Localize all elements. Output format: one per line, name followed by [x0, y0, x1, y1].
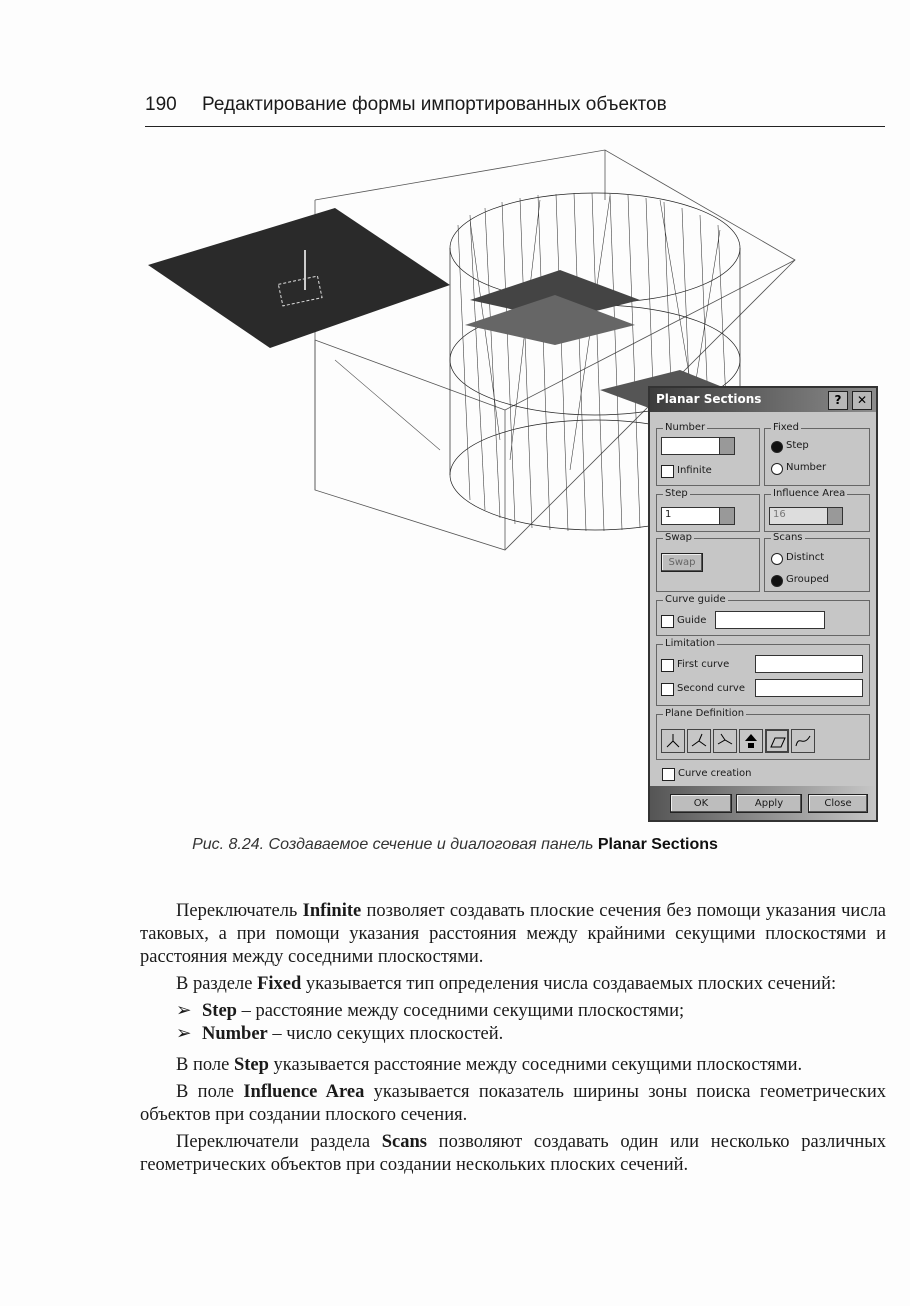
- infinite-checkbox[interactable]: [661, 465, 674, 478]
- scans-grouped-radio[interactable]: [771, 575, 783, 587]
- paragraph: В поле Step указывается расстояние между соседними секущими плоскостями.: [176, 1055, 803, 1075]
- limitation-label: Limitation: [665, 638, 716, 649]
- close-button[interactable]: Close: [808, 794, 868, 813]
- guide-label: Guide: [677, 615, 707, 626]
- plane-definition-group: [656, 708, 870, 760]
- second-curve-checkbox[interactable]: [661, 683, 674, 696]
- step-group: [656, 488, 760, 532]
- spinner-arrows[interactable]: [827, 508, 842, 524]
- list-item: ➢ Step – расстояние между соседними секущими плоскостями;: [176, 1001, 685, 1021]
- running-header: [145, 92, 885, 127]
- curve-creation-label: Curve creation: [678, 768, 752, 779]
- plane-icon: [769, 733, 787, 751]
- influence-area-group: [764, 488, 870, 532]
- ok-button[interactable]: OK: [670, 794, 732, 813]
- scans-group-label: Scans: [773, 532, 803, 543]
- paragraph: Переключатель Infinite позволяет создавать плоские сечения без помощи указания числа таковых, а при помощи указания расстояния между крайними секущими плоскостями и расстояния между соседними плоскостями.: [140, 901, 886, 967]
- caption-text: Рис. 8.24. Создаваемое сечение и диалоговая панель: [192, 836, 598, 853]
- bullet-list: [140, 1000, 886, 1046]
- first-curve-field[interactable]: [755, 655, 863, 673]
- arrow-bullet-icon: ➢: [176, 1001, 192, 1021]
- plane-xy-button[interactable]: [713, 729, 737, 753]
- close-window-button[interactable]: [852, 391, 872, 410]
- curve-guide-label: Curve guide: [665, 594, 726, 605]
- plane-xz-button[interactable]: [687, 729, 711, 753]
- second-curve-field[interactable]: [755, 679, 863, 697]
- page-number: 190: [145, 94, 177, 115]
- paragraph: В разделе Fixed указывается тип определения числа создаваемых плоских сечений:: [176, 974, 837, 994]
- figure-caption: [0, 836, 910, 854]
- paragraph: Переключатели раздела Scans позволяют создавать один или несколько различных геометрических объектов при создании нескольких плоских сечений.: [140, 1132, 886, 1175]
- plane-button[interactable]: [765, 729, 789, 753]
- fixed-number-label: Number: [786, 462, 827, 473]
- plane-definition-label: Plane Definition: [665, 708, 745, 719]
- fixed-number-radio[interactable]: [771, 463, 783, 475]
- step-group-label: Step: [665, 488, 688, 499]
- spinner-arrows[interactable]: [719, 438, 734, 454]
- swap-button[interactable]: Swap: [661, 553, 703, 572]
- curve-guide-group: [656, 594, 870, 636]
- paragraph: В поле Influence Area указывается показатель ширины зоны поиска геометрических объектов при создании плоского сечения.: [140, 1082, 886, 1125]
- curve-plane-button[interactable]: [791, 729, 815, 753]
- section-plane: [148, 208, 450, 348]
- step-spinner[interactable]: 1: [661, 507, 735, 525]
- plane-yz-button[interactable]: [661, 729, 685, 753]
- plane-xy-icon: [716, 732, 734, 750]
- number-group-label: Number: [665, 422, 706, 433]
- arrow-bullet-icon: ➢: [176, 1024, 192, 1044]
- planar-sections-dialog: [648, 386, 878, 822]
- list-item: ➢ Number – число секущих плоскостей.: [176, 1024, 504, 1044]
- second-curve-label: Second curve: [677, 683, 745, 694]
- swap-group-label: Swap: [665, 532, 693, 543]
- number-spinner[interactable]: [661, 437, 735, 455]
- swap-group: [656, 532, 760, 592]
- dialog-titlebar[interactable]: [650, 388, 876, 412]
- fixed-step-radio[interactable]: [771, 441, 783, 453]
- dialog-button-bar: [650, 786, 876, 820]
- close-icon: ✕: [856, 393, 868, 407]
- scans-distinct-label: Distinct: [786, 552, 825, 563]
- plane-yz-icon: [664, 732, 682, 750]
- curve-creation-checkbox[interactable]: [662, 768, 675, 781]
- number-group: [656, 422, 760, 486]
- help-button[interactable]: [828, 391, 848, 410]
- fixed-group-label: Fixed: [773, 422, 799, 433]
- scans-group: [764, 532, 870, 592]
- plane-xz-icon: [690, 732, 708, 750]
- body-text: [140, 900, 886, 1181]
- guide-field[interactable]: [715, 611, 825, 629]
- curve-plane-icon: [794, 732, 812, 750]
- caption-bold: Planar Sections: [597, 836, 718, 853]
- chapter-title: Редактирование формы импортированных объектов: [202, 94, 667, 115]
- limitation-group: [656, 638, 870, 706]
- scans-distinct-radio[interactable]: [771, 553, 783, 565]
- spinner-arrows[interactable]: [719, 508, 734, 524]
- fixed-step-label: Step: [786, 440, 809, 451]
- question-icon: ?: [834, 393, 842, 407]
- infinite-label: Infinite: [677, 465, 712, 476]
- guide-checkbox[interactable]: [661, 615, 674, 628]
- normal-direction-button[interactable]: [739, 729, 763, 753]
- apply-button[interactable]: Apply: [736, 794, 802, 813]
- influence-area-spinner[interactable]: 16: [769, 507, 843, 525]
- first-curve-label: First curve: [677, 659, 730, 670]
- normal-direction-icon: [742, 732, 760, 750]
- fixed-group: [764, 422, 870, 486]
- scans-grouped-label: Grouped: [786, 574, 829, 585]
- dialog-title: Planar Sections: [656, 392, 762, 406]
- influence-area-label: Influence Area: [773, 488, 846, 499]
- figure-8-24: [140, 140, 885, 830]
- first-curve-checkbox[interactable]: [661, 659, 674, 672]
